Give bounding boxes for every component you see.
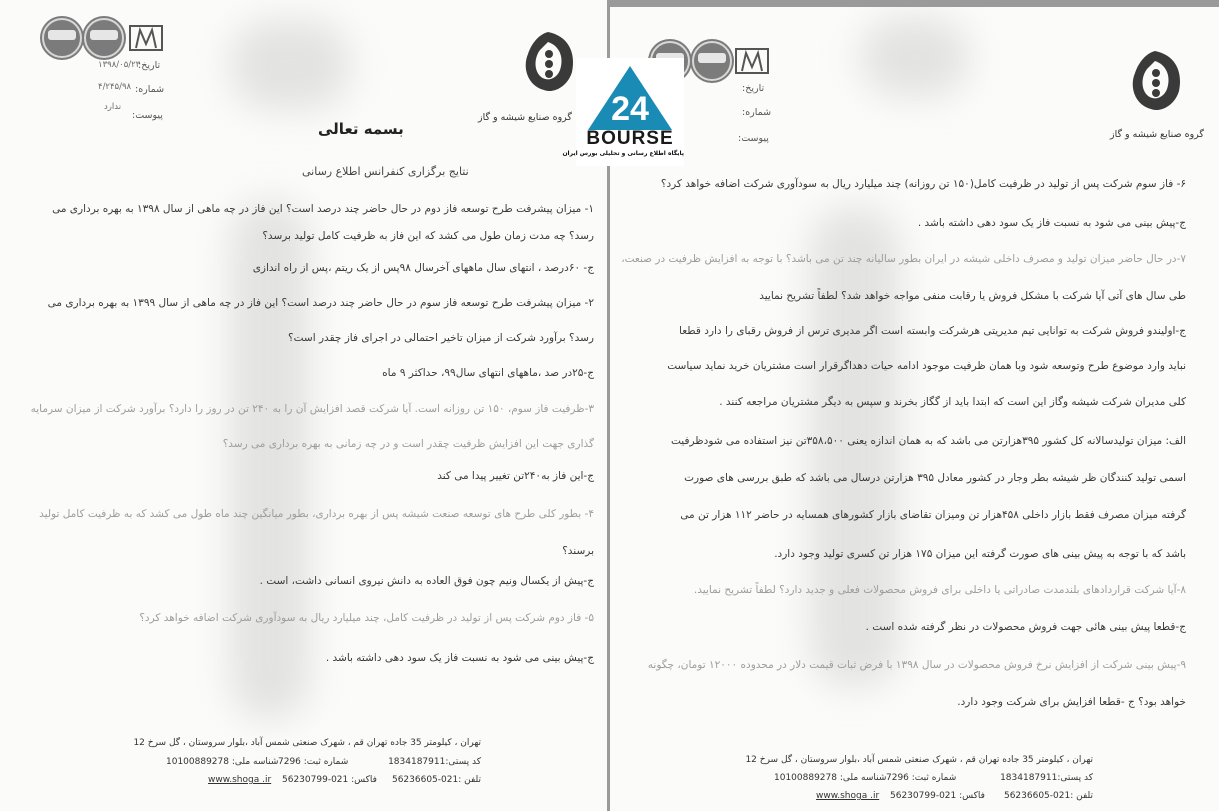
body-text-line: نباید وارد موضوع طرح وتوسعه شود وبا همان ظرفیت موجود ادامه حیات دهداگرقرار است مشتریان خرید نماید سیاست xyxy=(667,360,1186,372)
document-subtitle: نتایج برگزاری کنفرانس اطلاع رسانی xyxy=(302,165,469,178)
body-text-line: ج-پیش بینی می شود به نسبت فاز یک سود دهی داشته باشد . xyxy=(325,652,594,664)
redaction-blur xyxy=(810,207,900,687)
website-link[interactable]: www.shoga .ir xyxy=(208,775,272,785)
footer-registration: شماره ثبت: 7296 xyxy=(278,757,349,767)
body-text-line: ج-قطعا پیش بینی هائی جهت فروش محصولات در نظر گرفته شده است . xyxy=(865,621,1186,633)
document-heading: بسمه تعالی xyxy=(318,120,404,138)
footer-fax: فاکس: 021-56230799 xyxy=(282,775,377,785)
body-text-line: کلی مدیران شرکت شیشه وگاز این است که ابتدا باید از گگاز بخرند و سپس به دیگر مشتریان مراجعه کنند . xyxy=(719,396,1186,408)
body-text-line: برسند؟ xyxy=(562,545,594,557)
bourse24-brand: BOURSE xyxy=(586,128,674,149)
body-text-line: رسد؟ چه مدت زمان طول می کشد که این فاز به ظرفیت کامل تولید برسد؟ xyxy=(262,230,594,242)
company-logo xyxy=(518,28,578,96)
body-text-line: گرفته میزان مصرف فقط بازار داخلی ۴۵۸هزار تن ومیزان تقاضای بازار کشورهای همسایه در حاضر ۱۱۲ هزار تن می xyxy=(680,509,1186,521)
bourse24-numeral: 24 xyxy=(611,90,649,128)
body-text-line: ۹-پیش بینی شرکت از افزایش نرخ فروش محصولات در سال ۱۳۹۸ با فرض ثبات قیمت دلار در محدوده ۱۲۰۰۰ تومان، چگونه xyxy=(647,659,1186,671)
footer-postal-code: کد پستی:1834187911 xyxy=(1000,773,1093,783)
footer-phone: تلفن :021-56236605 xyxy=(391,775,481,785)
date-label: تاریخ: xyxy=(138,60,161,71)
number-label: شماره: xyxy=(742,107,772,118)
footer-registration: شماره ثبت: 7296 xyxy=(886,773,957,783)
number-label: شماره: xyxy=(135,84,165,95)
body-text-line: ۳-ظرفیت فاز سوم، ۱۵۰ تن روزانه است. آیا شرکت قصد افزایش آن را به ۲۴۰ تن در روز را دارد؟ برآورد شرکت از میزان سرمایه xyxy=(30,403,594,415)
body-text-line: ج-پیش بینی می شود به نسبت فاز یک سود دهی داشته باشد . xyxy=(917,217,1186,229)
footer-phone: تلفن :021-56236605 xyxy=(1003,791,1093,801)
body-text-line: ۴- بطور کلی طرح های توسعه صنعت شیشه پس از بهره برداری، بطور میانگین چند ماه طول می کشد که به ظرفیت کامل تولید xyxy=(39,508,594,520)
body-text-line: باشد که با توجه به پیش بینی های صورت گرفته این میزان ۱۷۵ هزار تن کسری تولید وجود دارد. xyxy=(774,548,1186,560)
attachment-label: پیوست: xyxy=(132,110,163,121)
redaction-blur xyxy=(230,20,350,110)
body-text-line: ۲- میزان پیشرفت طرح توسعه فاز سوم در حال حاضر چند درصد است؟ این فاز در چه ماهی از سال ۱۳۹۹ به بهره برداری می xyxy=(47,297,594,309)
footer-national-id: شناسه ملی: 10100889278 xyxy=(774,773,887,783)
redaction-blur xyxy=(860,17,970,97)
body-text-line: گذاری جهت این افزایش ظرفیت چقدر است و در چه زمانی به بهره برداری می رسد؟ xyxy=(222,438,594,450)
body-text-line: ج-۲۵در صد ،ماههای انتهای سال۹۹، حداکثر ۹ ماه xyxy=(382,367,594,379)
footer-national-id: شناسه ملی: 10100889278 xyxy=(166,757,279,767)
certification-seal-icon xyxy=(692,41,732,81)
body-text-line: ۷-در حال حاضر میزان تولید و مصرف داخلی شیشه در ایران بطور سالیانه چند تن می باشد؟ با توجه به افزایش ظرفیت در صنعت، xyxy=(621,253,1186,265)
body-text-line: ۸-آیا شرکت قراردادهای بلندمدت صادراتی یا داخلی برای فروش محصولات فعلی و جدید دارد؟ لطفاً تشریح نمایید. xyxy=(693,584,1186,596)
standard-mark-icon xyxy=(734,43,770,77)
body-text-line: الف: میزان تولیدسالانه کل کشور ۳۹۵هزارتن می باشد که به همان اندازه یعنی ۳۵۸،۵۰۰تن نیز استفاده می شودظرفیت xyxy=(671,435,1186,447)
body-text-line: ۱- میزان پیشرفت طرح توسعه فاز دوم در حال حاضر چند درصد است؟ این فاز در چه ماهی از سال ۱۳۹۸ به بهره برداری می xyxy=(52,203,594,215)
body-text-line: ج-این فاز به۲۴۰تن تغییر پیدا می کند xyxy=(437,470,594,482)
left-page xyxy=(0,0,607,811)
standard-mark-icon xyxy=(128,20,164,54)
number-value: ۴/۲۴۵/۹۸ xyxy=(98,82,132,92)
footer-fax: فاکس: 021-56230799 xyxy=(890,791,985,801)
footer-address: تهران ، کیلومتر 35 جاده تهران قم ، شهرک صنعتی شمس آباد ،بلوار سروستان ، گل سرخ 12 xyxy=(745,755,1093,765)
body-text-line: رسد؟ برآورد شرکت از میزان تاخیر احتمالی در اجرای فاز چقدر است؟ xyxy=(288,332,594,344)
right-page xyxy=(610,7,1219,811)
company-logo xyxy=(1125,47,1185,117)
body-text-line: ۶- فاز سوم شرکت پس از تولید در ظرفیت کامل(۱۵۰ تن روزانه) چند میلیارد ریال به سودآوری شرکت اضافه خواهد کرد؟ xyxy=(660,178,1186,190)
bourse24-triangle-icon xyxy=(576,58,684,138)
body-text-line: ج-پیش از یکسال ونیم چون فوق العاده به دانش نیروی انسانی داشت، است . xyxy=(259,575,594,587)
body-text-line: ۵- فاز دوم شرکت پس از تولید در ظرفیت کامل، چند میلیارد ریال به سودآوری شرکت اضافه خواهد کرد؟ xyxy=(139,612,594,624)
redaction-blur xyxy=(230,200,310,720)
attachment-label: پیوست: xyxy=(738,133,769,144)
company-name: گروه صنایع شیشه و گاز xyxy=(478,112,572,123)
footer-postal-code: کد پستی:1834187911 xyxy=(388,757,481,767)
body-text-line: ج- ۶۰درصد ، انتهای سال ماههای آخرسال ۹۸پس از یک ریتم ،پس از راه اندازی xyxy=(252,262,594,274)
date-value: ۱۳۹۸/۰۵/۲۳ xyxy=(98,60,141,70)
date-label: تاریخ: xyxy=(742,83,765,94)
certification-seal-icon xyxy=(84,18,124,58)
bourse24-tagline: پایگاه اطلاع رسانی و تحلیلی بورس ایران xyxy=(562,150,684,157)
company-name: گروه صنایع شیشه و گاز xyxy=(1110,129,1204,140)
body-text-line: خواهد بود؟ ج -قطعا افزایش برای شرکت وجود دارد. xyxy=(957,696,1186,708)
certification-seal-icon xyxy=(42,18,82,58)
footer-address: تهران ، کیلومتر 35 جاده تهران قم ، شهرک صنعتی شمس آباد ،بلوار سروستان ، گل سرخ 12 xyxy=(133,738,481,748)
body-text-line: طی سال های آتی آیا شرکت با مشکل فروش یا رقابت منفی مواجه خواهد شد؟ لطفاً تشریح نمایید xyxy=(759,290,1186,302)
website-link[interactable]: www.shoga .ir xyxy=(816,791,880,801)
body-text-line: اسمی تولید کنندگان ظر شیشه بطر وجار در کشور معادل ۳۹۵ هزارتن درسال می باشد که طبق بررسی های صورت xyxy=(684,472,1186,484)
bourse24-watermark xyxy=(562,58,684,166)
attachment-value: ندارد xyxy=(104,102,122,112)
body-text-line: ج-اولیندو فروش شرکت به توانایی تیم مدیریتی هرشرکت وابسته است اگر مدیری ترس از فروش رقبای را دارد قطعا xyxy=(679,325,1186,337)
